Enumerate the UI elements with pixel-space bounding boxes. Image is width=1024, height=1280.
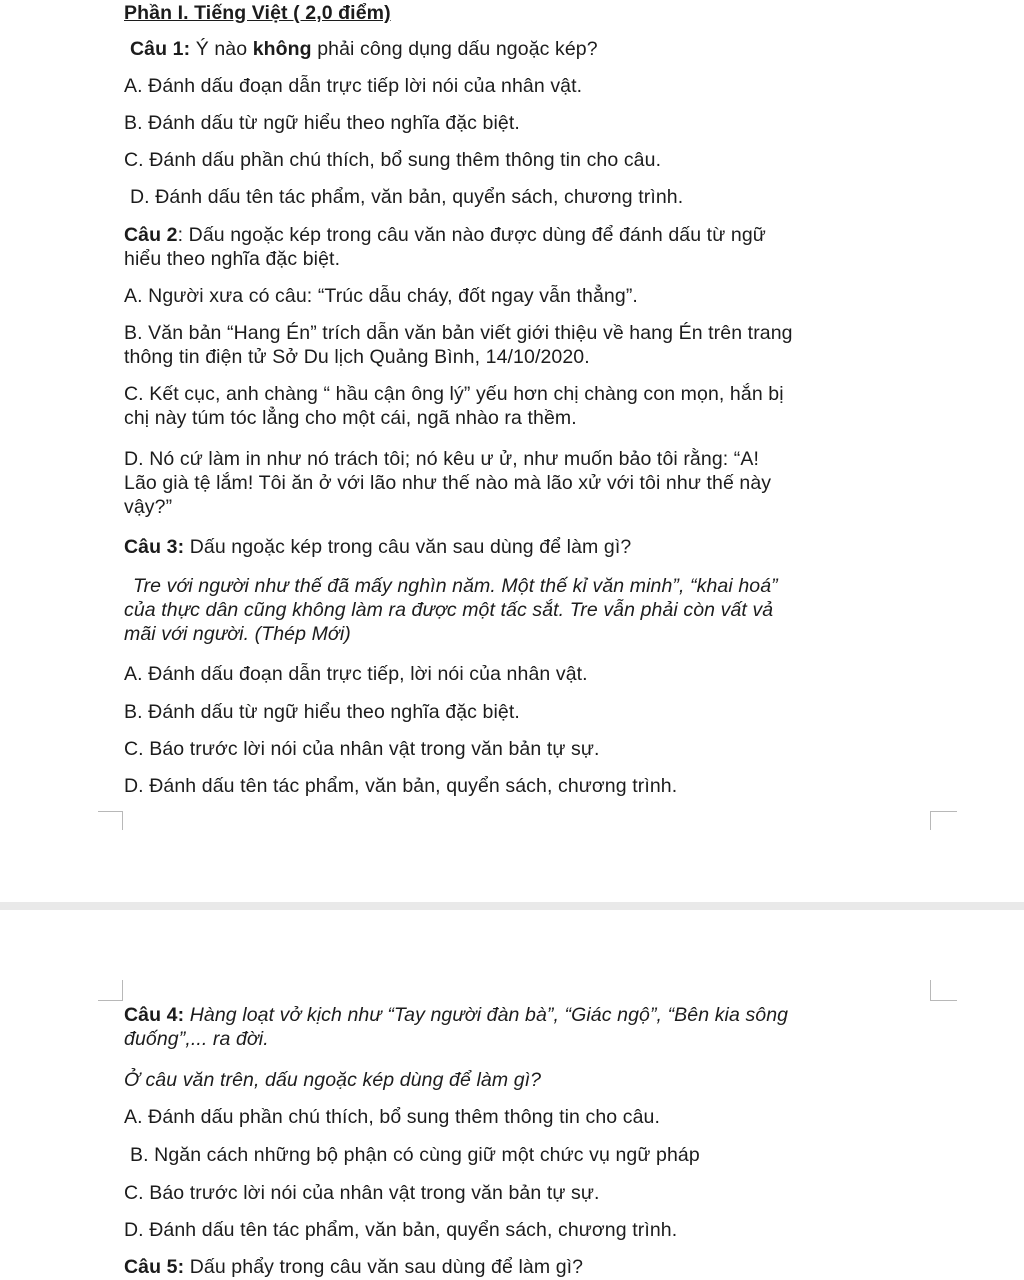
q4-option-d: D. Đánh dấu tên tác phẩm, văn bản, quyển sách, chương trình. (124, 1219, 678, 1241)
margin-corner-mark (930, 980, 957, 1001)
q3-option-d: D. Đánh dấu tên tác phẩm, văn bản, quyển sách, chương trình. (124, 775, 678, 797)
q3-quote-line-3: mãi với người. (Thép Mới) (124, 623, 351, 645)
q4-option-c: C. Báo trước lời nói của nhân vật trong văn bản tự sự. (124, 1182, 600, 1204)
q4-option-b: B. Ngăn cách những bộ phận có cùng giữ một chức vụ ngữ pháp (130, 1144, 700, 1166)
q1-option-d: D. Đánh dấu tên tác phẩm, văn bản, quyển sách, chương trình. (130, 186, 684, 208)
q1-option-c: C. Đánh dấu phần chú thích, bổ sung thêm thông tin cho câu. (124, 149, 662, 171)
question-2: Câu 2: Dấu ngoặc kép trong câu văn nào được dùng để đánh dấu từ ngữ (124, 224, 766, 246)
q2-option-b-line-2: thông tin điện tử Sở Du lịch Quảng Bình, 14/10/2020. (124, 346, 590, 368)
section-heading: Phần I. Tiếng Việt ( 2,0 điểm) (124, 2, 391, 24)
question-4-prompt: Ở câu văn trên, dấu ngoặc kép dùng để làm gì? (124, 1069, 542, 1091)
question-1: Câu 1: Ý nào không phải công dụng dấu ngoặc kép? (130, 38, 598, 60)
question-4-label: Câu 4: (124, 1004, 185, 1026)
page-2 (0, 910, 1024, 1280)
question-5-label: Câu 5: (124, 1256, 185, 1278)
q1-option-b: B. Đánh dấu từ ngữ hiểu theo nghĩa đặc biệt. (124, 112, 520, 134)
q4-option-a: A. Đánh dấu phần chú thích, bổ sung thêm thông tin cho câu. (124, 1106, 661, 1128)
emphasis-khong: không (252, 38, 312, 60)
margin-corner-mark (930, 811, 957, 830)
question-2-label: Câu 2 (124, 224, 178, 246)
margin-corner-mark (98, 980, 123, 1001)
q2-option-d-line-2: Lão già tệ lắm! Tôi ăn ở với lão như thế nào mà lão xử với tôi như thế này (124, 472, 772, 494)
q2-option-b-line-1: B. Văn bản “Hang Én” trích dẫn văn bản viết giới thiệu về hang Én trên trang (124, 322, 793, 344)
q1-option-a: A. Đánh dấu đoạn dẫn trực tiếp lời nói của nhân vật. (124, 75, 583, 97)
page-break (0, 902, 1024, 910)
question-3: Câu 3: Dấu ngoặc kép trong câu văn sau dùng để làm gì? (124, 536, 632, 558)
question-4: Câu 4: Hàng loạt vở kịch như “Tay người đàn bà”, “Giác ngộ”, “Bên kia sông (124, 1004, 789, 1026)
q3-quote-line-1: Tre với người như thế đã mấy nghìn năm. Một thế kỉ văn minh”, “khai hoá” (133, 575, 778, 597)
q3-option-a: A. Đánh dấu đoạn dẫn trực tiếp, lời nói của nhân vật. (124, 663, 588, 685)
q3-quote-line-2: của thực dân cũng không làm ra được một tấc sắt. Tre vẫn phải còn vất vả (124, 599, 774, 621)
question-5: Câu 5: Dấu phẩy trong câu văn sau dùng để làm gì? (124, 1256, 584, 1278)
margin-corner-mark (98, 811, 123, 830)
q2-option-a: A. Người xưa có câu: “Trúc dẫu cháy, đốt ngay vẫn thẳng”. (124, 285, 638, 307)
q2-option-d-line-1: D. Nó cứ làm in như nó trách tôi; nó kêu ư ử, như muốn bảo tôi rằng: “A! (124, 448, 760, 470)
question-4-line-2: đuống”,... ra đời. (124, 1028, 269, 1050)
q3-option-c: C. Báo trước lời nói của nhân vật trong văn bản tự sự. (124, 738, 600, 760)
q2-option-c-line-1: C. Kết cục, anh chàng “ hầu cận ông lý” yếu hơn chị chàng con mọn, hắn bị (124, 383, 784, 405)
q3-option-b: B. Đánh dấu từ ngữ hiểu theo nghĩa đặc biệt. (124, 701, 520, 723)
q2-option-d-line-3: vậy?” (124, 496, 173, 518)
question-1-label: Câu 1: (130, 38, 191, 60)
q2-option-c-line-2: chị này túm tóc lẳng cho một cái, ngã nhào ra thềm. (124, 407, 577, 429)
question-3-label: Câu 3: (124, 536, 185, 558)
question-2-line-2: hiểu theo nghĩa đặc biệt. (124, 248, 341, 270)
